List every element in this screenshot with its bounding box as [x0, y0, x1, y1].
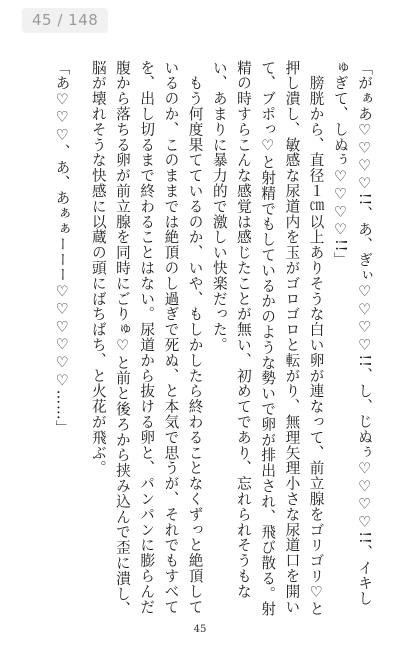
paragraph: 膀胱から、直径１㎝以上ありそうな白い卵が連なって、前立腺をゴリゴリ♡と押し潰し、敏感な尿道内を玉がゴロゴロと転がり、無理矢理小さな尿道口を開いて、ブポっ♡と射精でもしているかのような勢いで卵が排出され、飛び散る。射精の時すらこんな感覚は感じたことが無い、初めてであり、忘れられそうもない、あまりに暴力的で激しい快楽だった。: [210, 60, 325, 617]
paragraph: 「がぁあ♡♡♡♡!!、あ、ぎぃ♡♡♡♡!!、し、じぬぅ♡♡♡♡!!、イキしゅぎて、しぬぅ♡♡♡♡!!」: [331, 60, 373, 607]
paragraph: もう何度果てているのか、いや、もしかしたら終わることなくずっと絶頂しているのか、このままでは絶頂のし過ぎで死ぬ、と本気で思うが、それでもすべてを、出し切るまで終わることはない。尿道から抜ける卵と、パンパンに膨らんだ腹から落ちる卵が前立腺を同時にごりゅ♡と前と後ろから挟み込んで歪に潰し、脳が壊れそうな快感に以蔵の頭にばちばち、と火花が飛ぶ。: [89, 60, 204, 617]
paragraph: 「あ♡♡♡、あ、あぁぁーーー♡♡♡♡♡♡……」: [53, 60, 71, 436]
page-number: 45: [193, 624, 207, 635]
novel-text: [20, 60, 376, 618]
page-counter: 45 / 148: [22, 8, 108, 33]
